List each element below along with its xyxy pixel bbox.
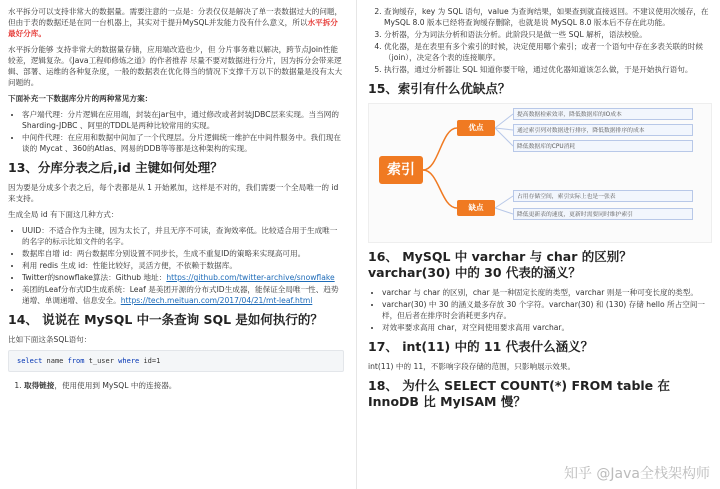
section-heading-13: 13、分库分表之后,id 主键如何处理？: [8, 160, 223, 175]
id-generation-list: [8, 225, 344, 306]
list-item: 4. 优化器，是在表里有多个索引的时候，决定使用哪个索引；或者一个语句中存在多表关联的时候（join），决定各个表的连接顺序。: [384, 41, 712, 63]
list-item: • 对效率要求高用 char，对空间使用要求高用 varchar。: [382, 322, 712, 333]
snowflake-link[interactable]: https://github.com/twitter-archive/snowflake: [166, 273, 335, 282]
execution-steps-continued: [368, 6, 712, 75]
left-column: [0, 0, 352, 395]
section-heading-16: 16、 MySQL 中 varchar 与 char 的区别？varchar(30) 中的 30 代表的涵义？: [368, 249, 632, 280]
list-item: 2. 查询缓存，key 为 SQL 语句，value 为查询结果，如果查到就直接返回。不建议使用次缓存，在 MySQL 8.0 版本已经将查询缓存删除，也就是说 MySQL 8.0 版本后不存在此功能。: [384, 6, 712, 28]
paragraph: 水平拆分可以支持非常大的数据量。需要注意的一点是：分表仅仅是解决了单一表数据过大的问题，但由于表的数据还是在同一台机器上，其实对于提升MySQL并发能力没有什么意义，所以水平拆分最好分库。: [8, 7, 343, 38]
paragraph: 生成全局 id 有下面这几种方式：: [8, 210, 119, 219]
shard-solutions-list: [8, 109, 344, 154]
execution-steps-list: [8, 380, 344, 391]
paragraph: 比如下面这条SQL语句：: [8, 335, 92, 344]
leaf-link[interactable]: https://tech.meituan.com/2017/04/21/mt-leaf.html: [120, 296, 313, 305]
paragraph-bold: 下面补充一下数据库分片的两种常见方案：: [8, 94, 153, 103]
list-item: • varchar(30) 中 30 的涵义最多存放 30 个字符。varchar(30) 和 (130) 存储 hello 所占空间一样，但后者在排序时会消耗更多内存。: [382, 299, 712, 321]
varchar-char-list: [368, 287, 712, 333]
list-item: 5. 执行器，通过分析器让 SQL 知道你要干啥，通过优化器知道该怎么做，于是开始执行语句。: [384, 64, 712, 75]
mindmap-leaf: 降低更新表的速度，更新时需要同时维护索引: [513, 208, 693, 220]
mindmap-leaf: 占用存储空间，索引实际上也是一张表: [513, 190, 693, 202]
paragraph: 水平拆分能够 支持非常大的数据量存储，应用端改造也少，但 分片事务难以解决，跨节点Join性能较差，逻辑复杂。《Java工程师修炼之道》的作者推荐 尽量不要对数据进行分片，因为拆分会带来逻辑、部署、运维的各种复杂度，一般的数据表在优化得当的情况下支撑千万以下的数据量是没有太大问题的。: [8, 45, 343, 87]
list-item: • 中间件代理：在应用和数据中间加了一个代理层。分片逻辑统一维护在中间件服务中。我们现在谈的 Mycat 、360的Atlas、网易的DDB等等都是这种架构的实现。: [22, 132, 344, 154]
mindmap-cons-node: 缺点: [457, 200, 495, 216]
mindmap-leaf: 通过索引列对数据进行排序，降低数据排序的成本: [513, 124, 693, 136]
paragraph: 因为要是分成多个表之后，每个表都是从 1 开始累加，这样是不对的，我们需要一个全局唯一的 id 来支持。: [8, 183, 339, 203]
list-item: • 美团的Leaf分布式ID生成系统：Leaf 是美团开源的分布式ID生成器，能保证全局唯一性、趋势递增、单调递增、信息安全。https://tech.meituan.com/2017/04/21/mt-leaf.html: [22, 284, 344, 306]
list-item: • UUID：不适合作为主键，因为太长了，并且无序不可读，查询效率低。比较适合用于生成唯一的名字的标示比如文件的名字。: [22, 225, 344, 247]
list-item: • 数据库自增 id：两台数据库分别设置不同步长，生成不重复ID的策略来实现高可用。: [22, 248, 344, 259]
sql-code-block: select name from t_user where id=1: [8, 350, 344, 372]
right-column: [362, 0, 720, 416]
list-item: • varchar 与 char 的区别，char 是一种固定长度的类型，varchar 则是一种可变长度的类型。: [382, 287, 712, 298]
list-item: • 客户端代理：分片逻辑在应用端，封装在jar包中，通过修改或者封装JDBC层来实现。当当网的 Sharding-JDBC 、阿里的TDDL是两种比较常用的实现。: [22, 109, 344, 131]
mindmap-root: 索引: [379, 156, 423, 184]
section-heading-18: 18、 为什么 SELECT COUNT(*) FROM table 在 InnoDB 比 MyISAM 慢？: [368, 378, 671, 409]
watermark: 知乎 @Java全栈架构师: [563, 466, 710, 482]
list-item: • 利用 redis 生成 id：性能比较好，灵活方便，不依赖于数据库。: [22, 260, 344, 271]
list-item: 3. 分析器，分为词法分析和语法分析。此阶段只是做一些 SQL 解析，语法校验。: [384, 29, 712, 40]
mindmap-pros-node: 优点: [457, 120, 495, 136]
section-heading-14: 14、 说说在 MySQL 中一条查询 SQL 是如何执行的？: [8, 312, 323, 327]
section-heading-17: 17、 int(11) 中的 11 代表什么涵义？: [368, 339, 594, 354]
column-divider: [356, 0, 357, 489]
list-item: • Twitter的snowflake算法：Github 地址：https://github.com/twitter-archive/snowflake: [22, 272, 344, 283]
index-pros-cons-mindmap: [368, 103, 712, 243]
section-heading-15: 15、索引有什么优缺点？: [368, 81, 511, 96]
mindmap-leaf: 降低数据库的CPU消耗: [513, 140, 693, 152]
paragraph: int(11) 中的 11，不影响字段存储的范围，只影响展示效果。: [368, 362, 576, 371]
mindmap-leaf: 提高数据检索效率，降低数据库的IO成本: [513, 108, 693, 120]
list-item: 1. 取得链接，使用使用到 MySQL 中的连接器。: [24, 380, 344, 391]
